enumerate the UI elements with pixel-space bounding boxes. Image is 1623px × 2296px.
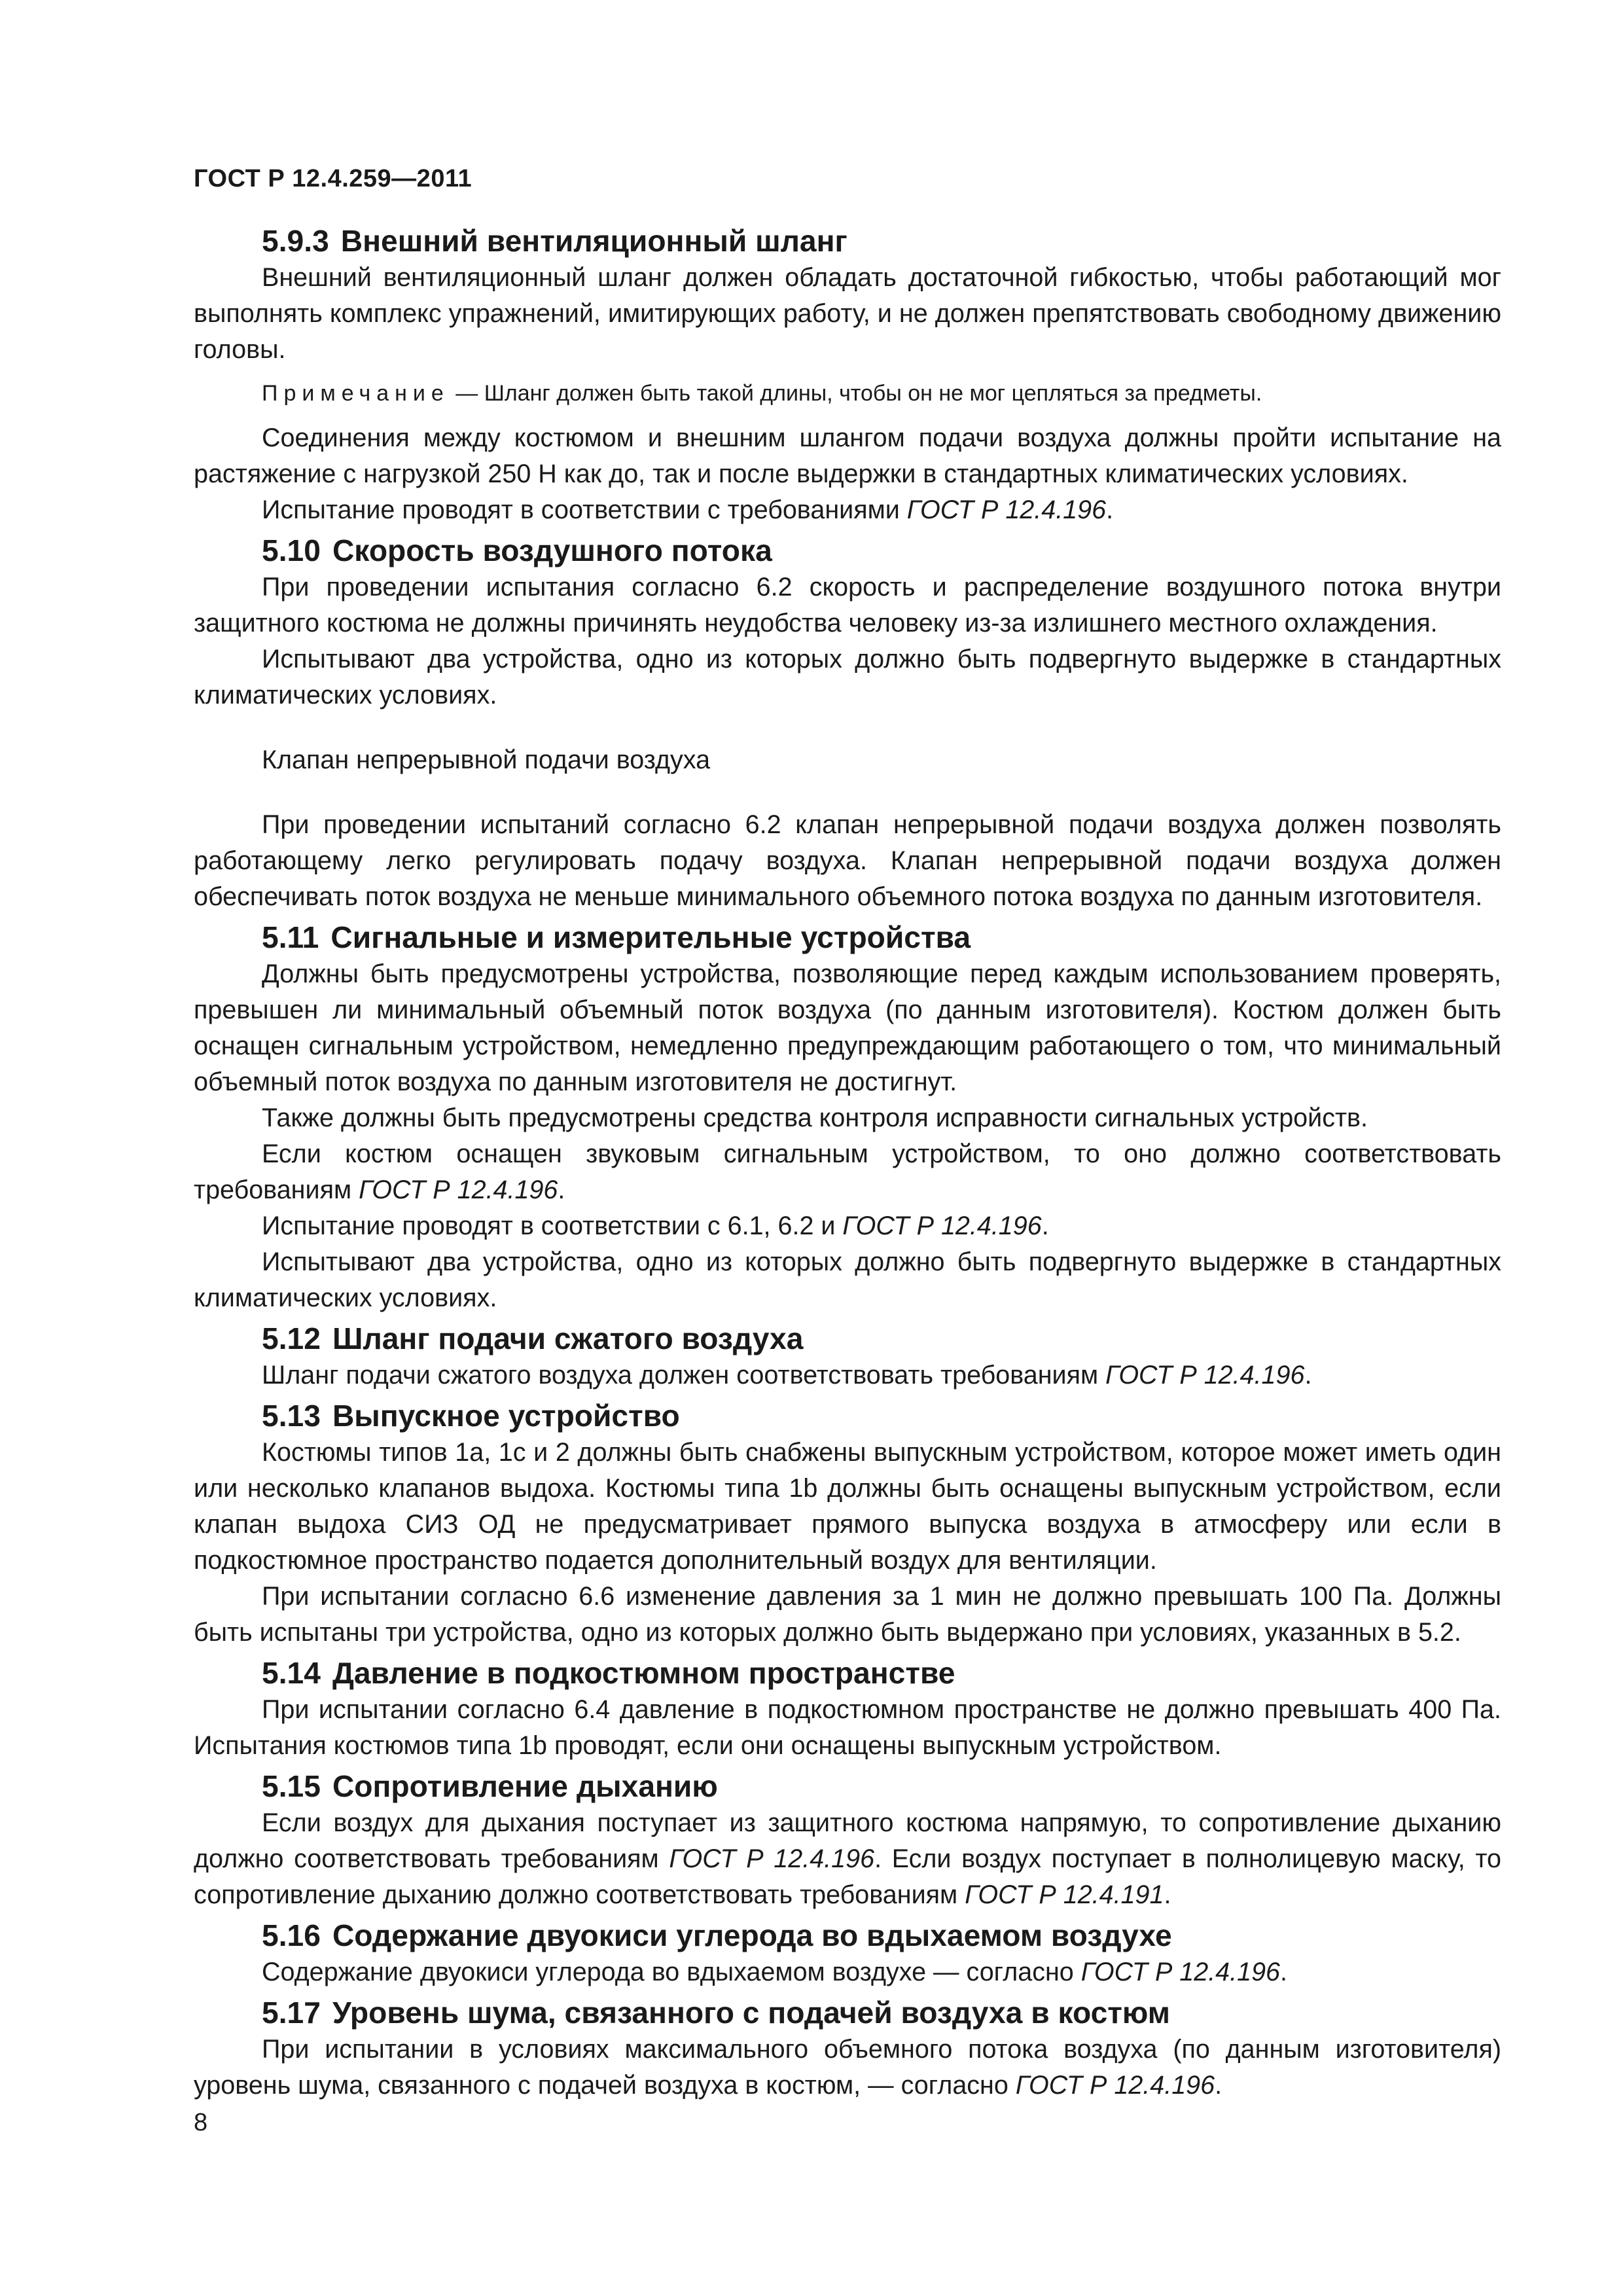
- section-number: 5.15: [262, 1769, 321, 1803]
- standard-reference: ГОСТ Р 12.4.196: [1080, 1958, 1281, 1986]
- section-number: 5.9.3: [262, 224, 329, 258]
- paragraph: [194, 2032, 1501, 2104]
- section-title: Сопротивление дыханию: [332, 1769, 718, 1803]
- section-title: Шланг подачи сжатого воздуха: [332, 1321, 804, 1355]
- paragraph-text: . Если воздух поступает в полнолицевую маску, то сопротивление дыханию должно соответствовать требованиям: [194, 1844, 1501, 1909]
- paragraph: При проведении испытания согласно 6.2 скорость и распределение воздушного потока внутри защитного костюма не должны причинять неудобства человеку из-за излишнего местного охлаждения.: [194, 573, 1501, 637]
- document-body: [194, 223, 1501, 2104]
- subheading: Клапан непрерывной подачи воздуха: [262, 745, 711, 774]
- section-5-17: [194, 1994, 1501, 2104]
- paragraph: Костюмы типов 1а, 1с и 2 должны быть снабжены выпускным устройством, которое может иметь один или несколько клапанов выдоха. Костюмы типа 1b должны быть оснащены выпускным устройством, если клапан выдоха СИЗ ОД не предусматривает прямого выпуска воздуха в атмосферу или если в подкостюмное пространство подается дополнительный воздух для вентиляции.: [194, 1438, 1501, 1575]
- paragraph: При испытании согласно 6.6 изменение давления за 1 мин не должно превышать 100 Па. Должны быть испытаны три устройства, одно из которых должно быть выдержано при условиях, указанных в 5.2.: [194, 1582, 1501, 1647]
- section-number: 5.13: [262, 1399, 321, 1433]
- section-5-16: [194, 1917, 1501, 1990]
- page-number: 8: [194, 2109, 208, 2136]
- section-heading: [194, 1768, 1501, 1805]
- paragraph-text: .: [1041, 1211, 1049, 1240]
- paragraph: [194, 1208, 1501, 1244]
- standard-reference: ГОСТ Р 12.4.196: [669, 1844, 875, 1873]
- section-5-12: [194, 1320, 1501, 1393]
- paragraph-text: Если воздух для дыхания поступает из защитного костюма напрямую, то сопротивление дыханию должно соответствовать требованиям: [194, 1808, 1501, 1873]
- section-heading: [194, 1917, 1501, 1954]
- paragraph-text: .: [1106, 495, 1114, 524]
- paragraph: При испытании согласно 6.4 давление в подкостюмном пространстве не должно превышать 400 Па. Испытания костюмов типа 1b проводят, если они оснащены выпускным устройством.: [194, 1695, 1501, 1760]
- section-number: 5.14: [262, 1656, 321, 1690]
- section-heading: [194, 1397, 1501, 1435]
- section-5-10: [194, 532, 1501, 915]
- standard-reference: ГОСТ Р 12.4.196: [1105, 1361, 1305, 1390]
- paragraph: Должны быть предусмотрены устройства, позволяющие перед каждым использованием проверять, превышен ли минимальный объемный поток воздуха (по данным изготовителя). Костюм должен быть оснащен сигнальным устройством, немедленно предупреждающим работающего о том, что минимальный объемный поток воздуха по данным изготовителя не достигнут.: [194, 960, 1501, 1096]
- section-5-15: [194, 1768, 1501, 1913]
- paragraph: Также должны быть предусмотрены средства контроля исправности сигнальных устройств.: [262, 1103, 1368, 1132]
- section-5-9-3: [194, 223, 1501, 528]
- note: [194, 377, 1501, 410]
- paragraph: Внешний вентиляционный шланг должен обладать достаточной гибкостью, чтобы работающий мог выполнять комплекс упражнений, имитирующих работу, и не должен препятствовать свободному движению головы.: [194, 263, 1501, 364]
- section-title: Выпускное устройство: [332, 1399, 680, 1433]
- section-5-13: [194, 1397, 1501, 1651]
- section-5-11: [194, 919, 1501, 1316]
- section-title: Внешний вентиляционный шланг: [340, 224, 847, 258]
- section-number: 5.10: [262, 533, 321, 567]
- standard-reference: ГОСТ Р 12.4.196: [842, 1211, 1042, 1240]
- paragraph-text: Содержание двуокиси углерода во вдыхаемом воздухе — согласно: [262, 1958, 1081, 1986]
- section-title: Содержание двуокиси углерода во вдыхаемом воздухе: [332, 1918, 1172, 1952]
- section-title: Давление в подкостюмном пространстве: [332, 1656, 955, 1690]
- paragraph-text: При испытании в условиях максимального объемного потока воздуха (по данным изготовителя) уровень шума, связанного с подачей воздуха в костюм, — согласно: [194, 2035, 1501, 2100]
- standard-reference: ГОСТ Р 12.4.196: [906, 495, 1107, 524]
- paragraph-text: Если костюм оснащен звуковым сигнальным устройством, то оно должно соответствовать требованиям: [194, 1139, 1501, 1204]
- standard-reference: ГОСТ Р 12.4.191: [965, 1880, 1164, 1909]
- paragraph: [194, 1136, 1501, 1208]
- paragraph-text: .: [1280, 1958, 1288, 1986]
- section-title: Сигнальные и измерительные устройства: [330, 920, 971, 954]
- section-heading: [194, 223, 1501, 260]
- paragraph-text: .: [1164, 1880, 1171, 1909]
- document-code-header: ГОСТ Р 12.4.259—2011: [194, 165, 473, 192]
- section-number: 5.11: [262, 920, 319, 954]
- section-number: 5.17: [262, 1996, 321, 2030]
- section-heading: [194, 1994, 1501, 2032]
- section-heading: [194, 1320, 1501, 1357]
- note-text: — Шланг должен быть такой длины, чтобы он не мог цепляться за предметы.: [449, 381, 1262, 406]
- paragraph-text: .: [1215, 2071, 1222, 2100]
- paragraph: Испытывают два устройства, одно из которых должно быть подвергнуто выдержке в стандартных климатических условиях.: [194, 645, 1501, 709]
- section-heading: [194, 919, 1501, 956]
- section-number: 5.12: [262, 1321, 321, 1355]
- paragraph: [194, 492, 1501, 528]
- section-heading: [194, 1655, 1501, 1692]
- paragraph: Испытывают два устройства, одно из которых должно быть подвергнуто выдержке в стандартных климатических условиях.: [194, 1247, 1501, 1312]
- section-heading: [194, 532, 1501, 569]
- note-label: Примечание: [262, 381, 450, 406]
- paragraph: [194, 1805, 1501, 1913]
- standard-reference: ГОСТ Р 12.4.196: [1015, 2071, 1215, 2100]
- paragraph-text: Шланг подачи сжатого воздуха должен соответствовать требованиям: [262, 1361, 1106, 1390]
- paragraph-text: .: [558, 1175, 565, 1204]
- section-number: 5.16: [262, 1918, 321, 1952]
- section-5-14: [194, 1655, 1501, 1764]
- paragraph-text: Испытание проводят в соответствии с 6.1, 6.2 и: [262, 1211, 843, 1240]
- paragraph: Соединения между костюмом и внешним шлангом подачи воздуха должны пройти испытание на растяжение с нагрузкой 250 Н как до, так и после выдержки в стандартных климатических условиях.: [194, 423, 1501, 488]
- paragraph: При проведении испытаний согласно 6.2 клапан непрерывной подачи воздуха должен позволять работающему легко регулировать подачу воздуха. Клапан непрерывной подачи воздуха должен обеспечивать поток воздуха не меньше минимального объемного потока воздуха по данным изготовителя.: [194, 810, 1501, 911]
- paragraph: [194, 1954, 1501, 1990]
- standard-reference: ГОСТ Р 12.4.196: [359, 1175, 558, 1204]
- section-title: Уровень шума, связанного с подачей воздуха в костюм: [332, 1996, 1170, 2030]
- paragraph-text: Испытание проводят в соответствии с требованиями: [262, 495, 907, 524]
- paragraph-text: .: [1304, 1361, 1312, 1390]
- paragraph: [194, 1357, 1501, 1393]
- section-title: Скорость воздушного потока: [332, 533, 772, 567]
